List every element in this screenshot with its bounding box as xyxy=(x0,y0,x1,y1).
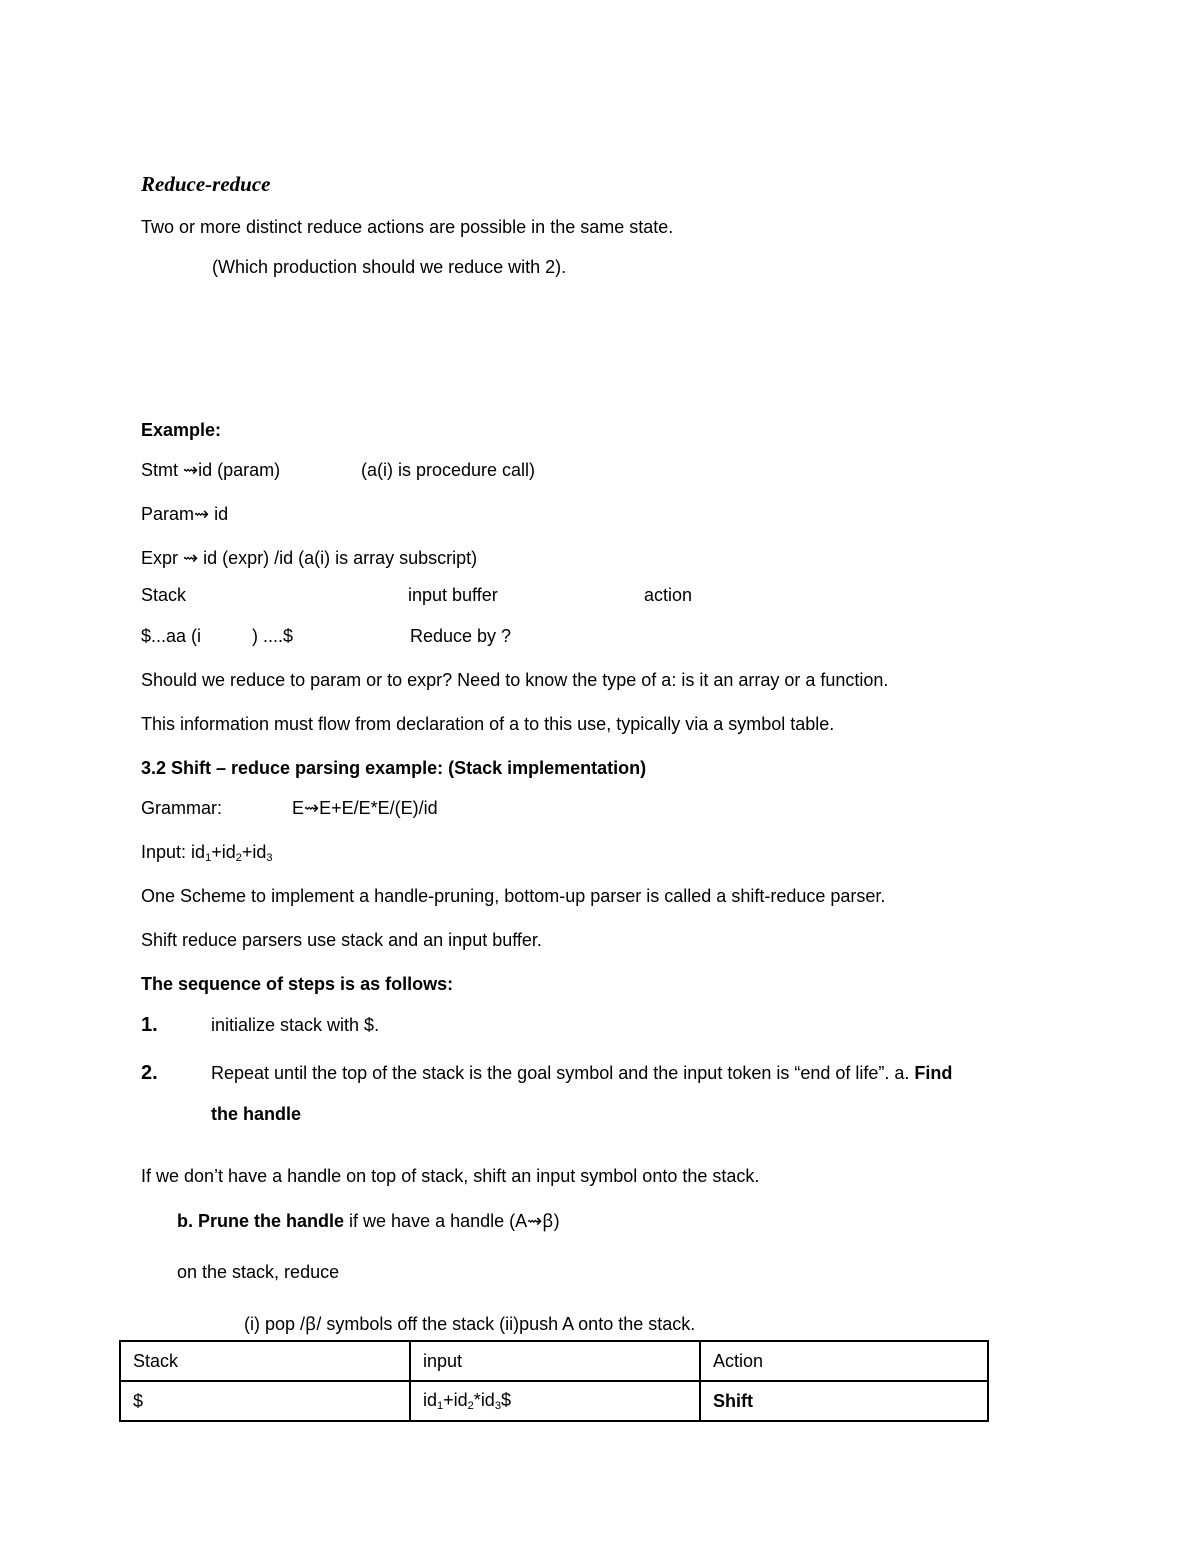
pop-push-end: / symbols off the stack (ii)push A onto the stack. xyxy=(316,1314,696,1334)
production-stmt-lhs: Stmt xyxy=(141,460,184,480)
stack-row-input: ) ....$ xyxy=(252,626,294,646)
parse-table xyxy=(119,1340,989,1422)
prune-handle-label: b. Prune the handle xyxy=(177,1211,345,1231)
input-token: id xyxy=(480,1390,495,1410)
prune-handle-text: if we have a handle (A xyxy=(344,1211,528,1231)
input-subscript: 1 xyxy=(205,852,212,864)
section-heading-shift-reduce-main: 3.2 Shift – reduce parsing example: xyxy=(141,758,444,778)
table-row xyxy=(120,1381,988,1421)
paragraph-reduce-reduce-definition: Two or more distinct reduce actions are possible in the same state. xyxy=(141,217,674,237)
section-heading-reduce-reduce: Reduce-reduce xyxy=(141,172,271,196)
input-token: id xyxy=(191,842,206,862)
input-token: id xyxy=(423,1390,438,1410)
arrow-glyph-icon: ⇝ xyxy=(183,460,199,480)
input-operator: + xyxy=(241,842,253,862)
note-procedure-call: (a(i) is procedure call) xyxy=(361,460,536,480)
stack-row-action: Reduce by ? xyxy=(410,626,512,646)
paragraph-shift-input: If we don’t have a handle on top of stack, shift an input symbol onto the stack. xyxy=(141,1166,760,1186)
table-cell-input xyxy=(410,1381,700,1421)
paragraph-which-production: (Which production should we reduce with 2). xyxy=(212,257,567,277)
table-cell-action: Shift xyxy=(700,1381,988,1421)
arrow-glyph-icon: ⇝ xyxy=(527,1211,543,1231)
table-header-row xyxy=(120,1341,988,1381)
production-param-rhs: id xyxy=(209,504,229,524)
input-subscript: 2 xyxy=(235,852,242,864)
example-label: Example: xyxy=(141,420,222,440)
table-header-stack: Stack xyxy=(120,1341,410,1381)
step-1-number: 1. xyxy=(141,1014,158,1036)
paragraph-stack-and-buffer: Shift reduce parsers use stack and an input buffer. xyxy=(141,930,542,950)
input-token: id xyxy=(453,1390,468,1410)
step-1-text: initialize stack with $. xyxy=(211,1015,380,1035)
production-param-lhs: Param xyxy=(141,504,195,524)
input-token: id xyxy=(252,842,267,862)
stack-row-stack: $...aa (i xyxy=(141,626,202,646)
section-heading-shift-reduce xyxy=(141,758,646,780)
arrow-glyph-icon: ⇝ xyxy=(304,798,320,818)
pop-push-start: (i) pop / xyxy=(244,1314,306,1334)
arrow-glyph-icon: ⇝ xyxy=(194,504,210,524)
input-string xyxy=(141,842,273,865)
step-2-find-handle: the handle xyxy=(211,1104,302,1124)
input-operator: + xyxy=(443,1390,454,1410)
production-stmt-rhs: id (param) xyxy=(198,460,281,480)
production-expr xyxy=(141,548,477,570)
steps-heading: The sequence of steps is as follows: xyxy=(141,974,454,994)
table-cell-stack: $ xyxy=(120,1381,410,1421)
input-operator: * xyxy=(473,1390,481,1410)
grammar-rhs: E+E/E*E/(E)/id xyxy=(319,798,438,818)
input-subscript: 3 xyxy=(266,852,273,864)
input-subscript: 1 xyxy=(437,1400,444,1412)
paragraph-pop-push xyxy=(244,1314,695,1336)
step-2-body: Repeat until the top of the stack is the goal symbol and the input token is “end of life”. a. xyxy=(211,1063,915,1083)
arrow-glyph-icon: ⇝ xyxy=(183,548,199,568)
paragraph-symbol-table: This information must flow from declaration of a to this use, typically via a symbol table. xyxy=(141,714,835,734)
input-end-marker: $ xyxy=(500,1390,511,1410)
column-label-input-buffer: input buffer xyxy=(408,585,498,605)
paragraph-param-or-expr: Should we reduce to param or to expr? Need to know the type of a: is it an array or a function. xyxy=(141,670,889,690)
prune-handle-close: ) xyxy=(553,1211,560,1231)
table-header-action: Action xyxy=(700,1341,988,1381)
input-subscript: 2 xyxy=(467,1400,474,1412)
production-expr-lhs: Expr xyxy=(141,548,184,568)
column-label-stack: Stack xyxy=(141,585,187,605)
column-label-action: action xyxy=(644,585,693,605)
production-param xyxy=(141,504,228,526)
production-expr-rhs: id (expr) /id (a(i) is array subscript) xyxy=(198,548,478,568)
paragraph-on-stack-reduce: on the stack, reduce xyxy=(177,1262,340,1282)
step-2-find: Find xyxy=(914,1063,953,1083)
section-heading-shift-reduce-sub: (Stack implementation) xyxy=(443,758,647,778)
input-label: Input: xyxy=(141,842,192,862)
step-2-text xyxy=(211,1063,952,1085)
input-subscript: 3 xyxy=(494,1400,501,1412)
grammar-label: Grammar: xyxy=(141,798,222,818)
production-stmt xyxy=(141,460,280,482)
grammar-production xyxy=(292,798,438,820)
step-2-number: 2. xyxy=(141,1062,158,1084)
input-token: id xyxy=(221,842,236,862)
grammar-lhs: E xyxy=(292,798,305,818)
beta-glyph-icon: ꞵ xyxy=(542,1211,554,1231)
prune-handle-line xyxy=(177,1211,560,1233)
input-operator: + xyxy=(211,842,222,862)
table-header-input: input xyxy=(410,1341,700,1381)
beta-glyph-icon: ꞵ xyxy=(305,1314,317,1334)
paragraph-shift-reduce-parser: One Scheme to implement a handle-pruning, bottom-up parser is called a shift-reduce parser. xyxy=(141,886,886,906)
